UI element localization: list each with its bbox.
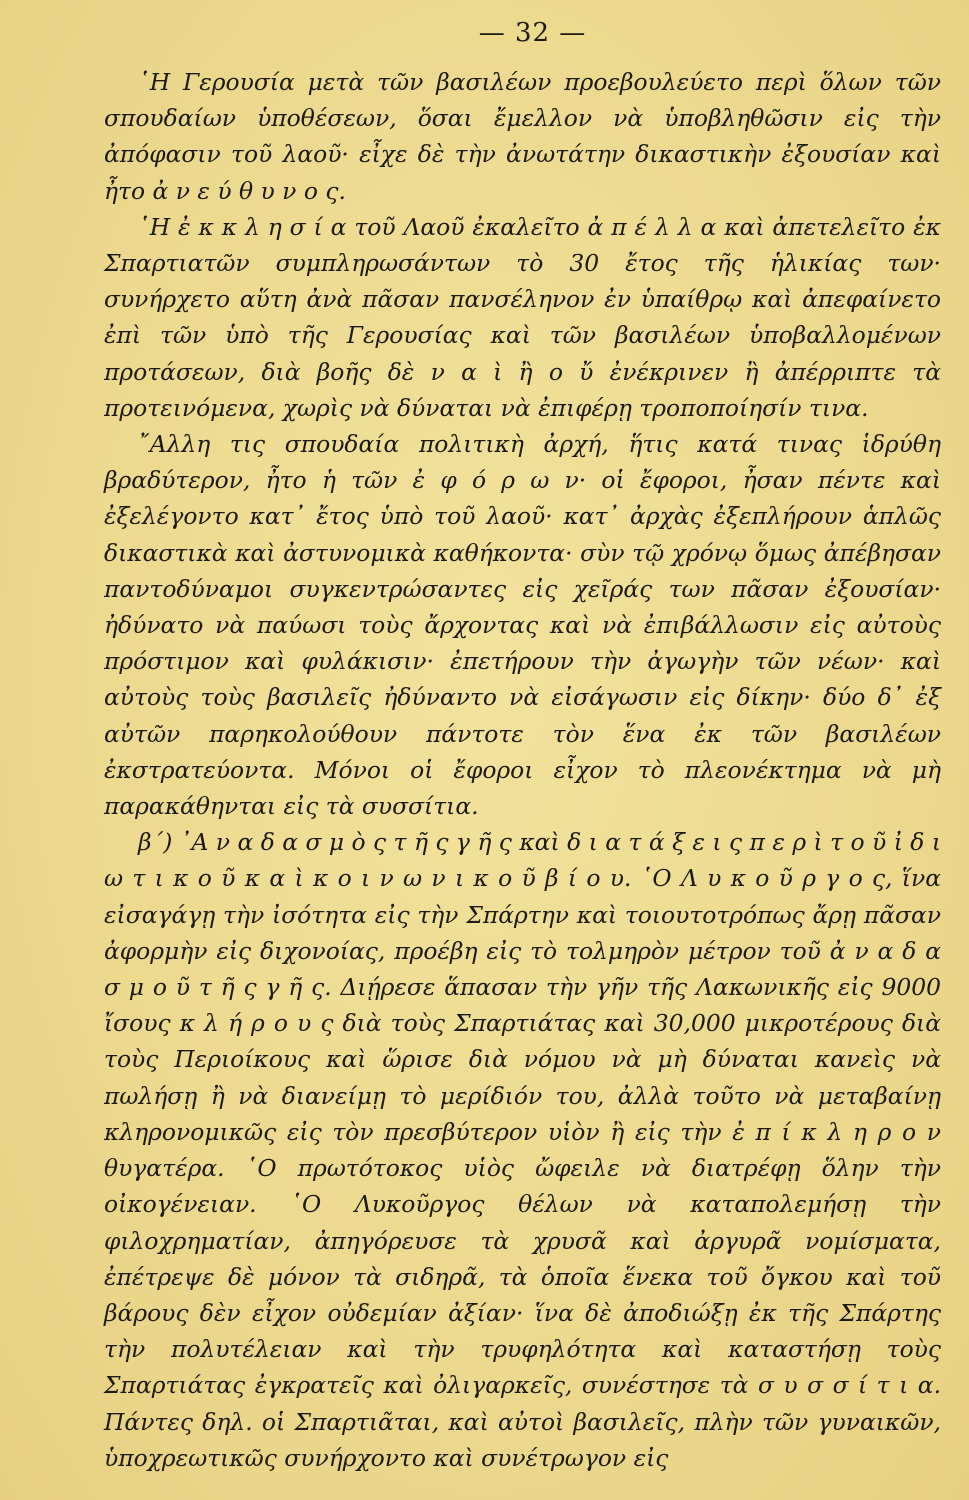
paragraph-ephors: ῎Αλλη τις σπουδαία πολιτικὴ ἀρχή, ἥτις κατά τινας ἱδρύθη βραδύτερον, ἦτο ἡ τῶν ἐ φ ό ρ ω ν· οἱ ἔφοροι, ἦσαν πέντε καὶ ἐξελέγοντο κατ᾽ ἔτος ὑπὸ τοῦ λαοῦ· κατ᾽ ἀρχὰς ἐξεπλήρουν ἁπλῶς δικαστικὰ καὶ ἀστυνομικὰ καθήκοντα· σὺν τῷ χρόνῳ ὅμως ἀπέβησαν παντοδύναμοι συγκεντρώσαντες εἰς χεῖράς των πᾶσαν ἐξουσίαν· ἠδύνατο νὰ παύωσι τοὺς ἄρχοντας καὶ νὰ ἐπιβάλλωσιν εἰς αὐτοὺς πρόστιμον καὶ φυλάκισιν· ἐπετήρουν τὴν ἀγωγὴν τῶν νέων· καὶ αὐτοὺς τοὺς βασιλεῖς ἠδύναντο νὰ εἰσάγωσιν εἰς δίκην· δύο δ᾽ ἐξ αὐτῶν παρηκολούθουν πάντοτε τὸν ἕνα ἐκ τῶν βασιλέων ἐκστρατεύοντα. Μόνοι οἱ ἔφοροι εἶχον τὸ πλεονέκτημα νὰ μὴ παρακάθηνται εἰς τὰ συσσίτια. <box>104 430 941 821</box>
page-body <box>104 64 941 1476</box>
page-number: — 32 — <box>478 18 587 48</box>
paragraph-ekklesia: ῾Η ἐ κ κ λ η σ ί α τοῦ Λαοῦ ἐκαλεῖτο ἀ π έ λ λ α καὶ ἀπετελεῖτο ἐκ Σπαρτιατῶν συμπληρωσάντων τὸ 30 ἔτος τῆς ἡλικίας των· συνήρχετο αὕτη ἀνὰ πᾶσαν πανσέληνον ἐν ὑπαίθρῳ καὶ ἀπεφαίνετο ἐπὶ τῶν ὑπὸ τῆς Γερουσίας καὶ τῶν βασιλέων ὑποβαλλομένων προτάσεων, διὰ βοῆς δὲ ν α ὶ ἢ ο ὔ ἐνέκρινεν ἢ ἀπέρριπτε τὰ προτεινόμενα, χωρὶς νὰ δύναται νὰ ἐπιφέρῃ τροποποίησίν τινα. <box>104 212 941 422</box>
paragraph-land-redistribution: β´) ᾽Α ν α δ α σ μ ὸ ς τ ῆ ς γ ῆ ς καὶ δ ι α τ ά ξ ε ι ς π ε ρ ὶ τ ο ῦ ἰ δ ι ω τ ι κ ο ῦ κ α ὶ κ ο ι ν ω ν ι κ ο ῦ β ί ο υ. ῾Ο Λ υ κ ο ῦ ρ γ ο ς, ἵνα εἰσαγάγῃ τὴν ἰσότητα εἰς τὴν Σπάρτην καὶ τοιουτοτρόπως ἄρῃ πᾶσαν ἀφορμὴν εἰς διχονοίας, προέβη εἰς τὸ τολμηρὸν μέτρον τοῦ ἀ ν α δ α σ μ ο ῦ τ ῆ ς γ ῆ ς. Διῄρεσε ἅπασαν τὴν γῆν τῆς Λακωνικῆς εἰς 9000 ἴσους κ λ ή ρ ο υ ς διὰ τοὺς Σπαρτιάτας καὶ 30,000 μικροτέρους διὰ τοὺς Περιοίκους καὶ ὥρισε διὰ νόμου νὰ μὴ δύναται κανεὶς νὰ πωλήσῃ ἢ νὰ διανείμῃ τὸ μερίδιόν του, ἀλλὰ τοῦτο νὰ μεταβαίνῃ κληρονομικῶς εἰς τὸν πρεσβύτερον υἱὸν ἢ εἰς τὴν ἐ π ί κ λ η ρ ο ν θυγατέρα. ῾Ο πρωτότοκος υἱὸς ὤφειλε νὰ διατρέφῃ ὅλην τὴν οἰκογένειαν. ῾Ο Λυκοῦργος θέλων νὰ καταπολεμήσῃ τὴν φιλοχρηματίαν, ἀπηγόρευσε τὰ χρυσᾶ καὶ ἀργυρᾶ νομίσματα, ἐπέτρεψε δὲ μόνον τὰ σιδηρᾶ, τὰ ὁποῖα ἕνεκα τοῦ ὄγκου καὶ τοῦ βάρους δὲν εἶχον οὐδεμίαν ἀξίαν· ἵνα δὲ ἀποδιώξῃ ἐκ τῆς Σπάρτης τὴν πολυτέλειαν καὶ τὴν τρυφηλότητα καὶ καταστήσῃ τοὺς Σπαρτιάτας ἐγκρατεῖς καὶ ὀλιγαρκεῖς, συνέστησε τὰ σ υ σ σ ί τ ι α. Πάντες δηλ. οἱ Σπαρτιᾶται, καὶ αὐτοὶ βασιλεῖς, πλὴν τῶν γυναικῶν, ὑποχρεωτικῶς συνήρχοντο καὶ συνέτρωγον εἰς <box>104 828 941 1472</box>
paragraph-gerousia: ῾Η Γερουσία μετὰ τῶν βασιλέων προεβουλεύετο περὶ ὅλων τῶν σπουδαίων ὑποθέσεων, ὅσαι ἔμελλον νὰ ὑποβληθῶσιν εἰς τὴν ἀπόφασιν τοῦ λαοῦ· εἶχε δὲ τὴν ἀνωτάτην δικαστικὴν ἐξουσίαν καὶ ἦτο ἀ ν ε ύ θ υ ν ο ς. <box>104 68 941 205</box>
